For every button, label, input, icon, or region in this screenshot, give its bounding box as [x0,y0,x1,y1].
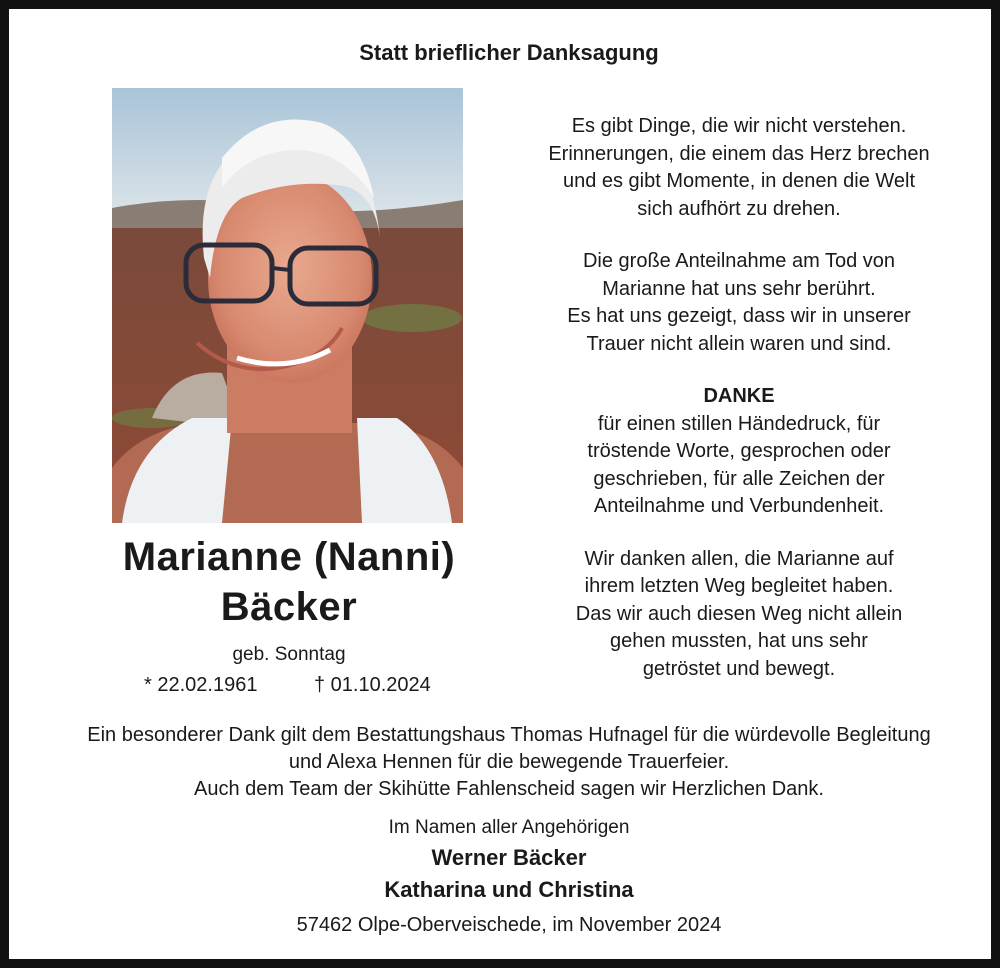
poem-line: tröstende Worte, gesprochen oder [587,440,891,462]
poem-line: Es gibt Dinge, die wir nicht verstehen. [571,115,907,137]
poem-line: Es hat uns gezeigt, dass wir in unserer [567,305,911,327]
poem-line: für einen stillen Händedruck, für [597,412,881,435]
poem-line: Die große Anteilnahme am Tod von [582,250,896,272]
death-date: † 01.10.2024 [314,674,431,696]
danke-title: DANKE [703,385,775,407]
signature-block [9,814,1000,906]
deceased-name-line1: Marianne (Nanni) [122,535,456,579]
signature-name-1: Werner Bäcker [431,845,587,870]
deceased-name-line2: Bäcker [220,585,358,629]
portrait-photo [112,88,463,523]
poem-line: Wir danken allen, die Marianne auf [584,547,894,570]
special-thanks [29,722,989,803]
thanks-line: Auch dem Team der Skihütte Fahlenscheid sagen wir Herzlichen Dank. [194,778,824,800]
signature-intro: Im Namen aller Angehörigen [388,817,630,838]
poem-line: Trauer nicht allein waren und sind. [586,332,892,355]
poem-line: Erinnerungen, die einem das Herz brechen [548,142,930,165]
poem-line: Marianne hat uns sehr berührt. [602,277,876,300]
thanks-line: Ein besonderer Dank gilt dem Bestattungshaus Thomas Hufnagel für die würdevolle Begleitung [87,724,931,746]
poem-line: und es gibt Momente, in denen die Welt [562,170,916,192]
poem-line: ihrem letzten Weg begleitet haben. [584,575,894,597]
poem-block [519,113,959,683]
signature-name-2: Katharina und Christina [384,877,634,902]
thanks-line: und Alexa Hennen für die bewegende Trauerfeier. [288,751,730,773]
poem-line: Anteilnahme und Verbundenheit. [593,495,885,517]
birth-date: * 22.02.1961 [144,674,258,696]
poem-line: Das wir auch diesen Weg nicht allein [575,602,903,625]
poem-line: gehen mussten, hat uns sehr [610,630,868,652]
poem-line: geschrieben, für alle Zeichen der [593,467,885,490]
place-date: 57462 Olpe-Oberveischede, im November 2024 [296,914,722,936]
deceased-name-block [99,532,479,668]
poem-line: getröstet und bewegt. [642,657,836,680]
poem-line: sich aufhört zu drehen. [637,197,841,220]
born-name: geb. Sonntag [232,644,346,665]
notice-heading: Statt brieflicher Danksagung [359,40,659,65]
